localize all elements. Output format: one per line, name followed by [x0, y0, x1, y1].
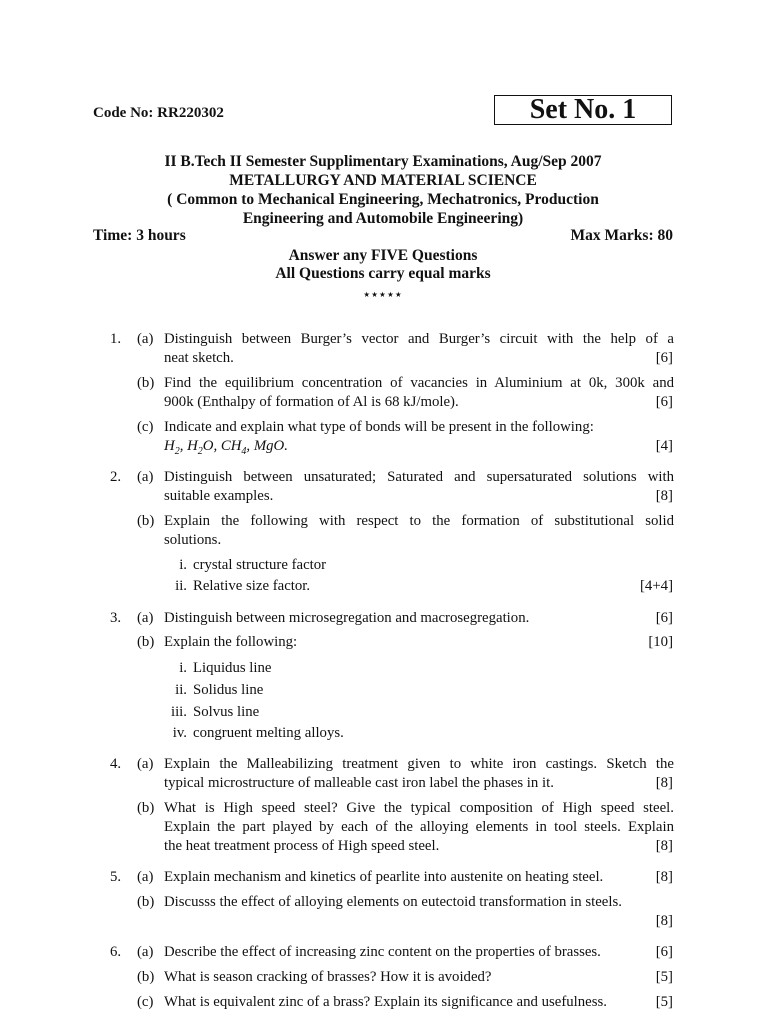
- part-label: (a): [137, 331, 154, 347]
- part-label: (a): [137, 469, 154, 485]
- instruction-2: All Questions carry equal marks: [275, 265, 491, 282]
- marks: [6]: [655, 944, 673, 960]
- sub-item-label: i.: [179, 660, 187, 676]
- max-marks: Max Marks: 80: [570, 227, 673, 244]
- sub-item-label: ii.: [175, 682, 187, 698]
- part-text: What is High speed steel? Give the typical composition of High speed steel.: [164, 800, 674, 816]
- part-text: Discusss the effect of alloying elements on eutectoid transformation in steels.: [164, 894, 622, 910]
- part-label: (b): [137, 513, 155, 529]
- part-label: (a): [137, 756, 154, 772]
- marks: [8]: [655, 913, 673, 929]
- part-label: (b): [137, 800, 155, 816]
- marks: [6]: [655, 394, 673, 410]
- part-label: (a): [137, 610, 154, 626]
- sub-item-label: ii.: [175, 578, 187, 594]
- part-text: Explain mechanism and kinetics of pearlite into austenite on heating steel.: [164, 869, 604, 885]
- marks: [8]: [655, 838, 673, 854]
- code-number: Code No: RR220302: [93, 105, 224, 121]
- part-text: neat sketch.: [164, 350, 234, 366]
- subject-title: METALLURGY AND MATERIAL SCIENCE: [229, 172, 537, 189]
- formula-list: $H_2$, $H_2O$, $CH_4$, MgO.: [164, 438, 288, 457]
- marks: [4]: [655, 438, 673, 454]
- instruction-1: Answer any FIVE Questions: [288, 247, 478, 264]
- exam-title: II B.Tech II Semester Supplimentary Examinations, Aug/Sep 2007: [164, 153, 602, 170]
- marks: [5]: [655, 994, 673, 1010]
- question-number: 6.: [110, 944, 122, 960]
- sub-item-label: iv.: [172, 725, 187, 741]
- sub-item-text: congruent melting alloys.: [193, 725, 344, 741]
- part-label: (c): [137, 994, 154, 1010]
- time-allowed: Time: 3 hours: [93, 227, 186, 244]
- part-text: typical microstructure of malleable cast iron label the phases in it.: [164, 775, 554, 791]
- part-label: (a): [137, 944, 154, 960]
- part-text: Distinguish between microsegregation and macrosegregation.: [164, 610, 530, 626]
- marks: [8]: [655, 869, 673, 885]
- part-text: suitable examples.: [164, 488, 274, 504]
- part-text: What is equivalent zinc of a brass? Explain its significance and usefulness.: [164, 994, 607, 1010]
- question-number: 4.: [110, 756, 122, 772]
- part-text: 900k (Enthalpy of formation of Al is 68 kJ/mole).: [164, 394, 459, 410]
- part-label: (a): [137, 869, 154, 885]
- part-text: Distinguish between Burger’s vector and Burger’s circuit with the help of a: [164, 331, 674, 347]
- common-line-1: ( Common to Mechanical Engineering, Mechatronics, Production: [167, 191, 599, 208]
- part-text: Explain the following:: [164, 634, 298, 650]
- part-label: (b): [137, 894, 155, 910]
- marks: [6]: [655, 610, 673, 626]
- part-label: (b): [137, 375, 155, 391]
- question-number: 3.: [110, 610, 122, 626]
- sub-item-text: Solvus line: [193, 704, 260, 720]
- marks: [5]: [655, 969, 673, 985]
- question-number: 1.: [110, 331, 122, 347]
- part-text: Explain the Malleabilizing treatment given to white iron castings. Sketch the: [164, 756, 674, 772]
- sub-item-label: iii.: [170, 704, 187, 720]
- part-text: Find the equilibrium concentration of vacancies in Aluminium at 0k, 300k and: [164, 375, 674, 391]
- sub-item-text: Relative size factor.: [193, 578, 311, 594]
- question-number: 5.: [110, 869, 122, 885]
- part-label: (b): [137, 969, 155, 985]
- marks: [6]: [655, 350, 673, 366]
- sub-item-text: Liquidus line: [193, 660, 272, 676]
- stars-divider: ⋆⋆⋆⋆⋆: [363, 289, 403, 301]
- question-number: 2.: [110, 469, 122, 485]
- marks: [4+4]: [640, 578, 673, 594]
- marks: [8]: [655, 488, 673, 504]
- part-text: solutions.: [164, 532, 222, 548]
- sub-item-label: i.: [179, 557, 187, 573]
- part-label: (c): [137, 419, 154, 435]
- part-text: Describe the effect of increasing zinc content on the properties of brasses.: [164, 944, 601, 960]
- set-number-box: Set No. 1: [494, 95, 672, 125]
- part-text: What is season cracking of brasses? How it is avoided?: [164, 969, 492, 985]
- part-label: (b): [137, 634, 155, 650]
- part-text: the heat treatment process of High speed steel.: [164, 838, 440, 854]
- marks: [8]: [655, 775, 673, 791]
- sub-item-text: Solidus line: [193, 682, 264, 698]
- sub-item-text: crystal structure factor: [193, 557, 327, 573]
- part-text: Distinguish between unsaturated; Saturated and supersaturated solutions with: [164, 469, 674, 485]
- part-text: Indicate and explain what type of bonds will be present in the following:: [164, 419, 594, 435]
- part-text: Explain the following with respect to the formation of substitutional solid: [164, 513, 674, 529]
- part-text: Explain the part played by each of the alloying elements in tool steels. Explain: [164, 819, 674, 835]
- marks: [10]: [648, 634, 673, 650]
- common-line-2: Engineering and Automobile Engineering): [242, 210, 524, 227]
